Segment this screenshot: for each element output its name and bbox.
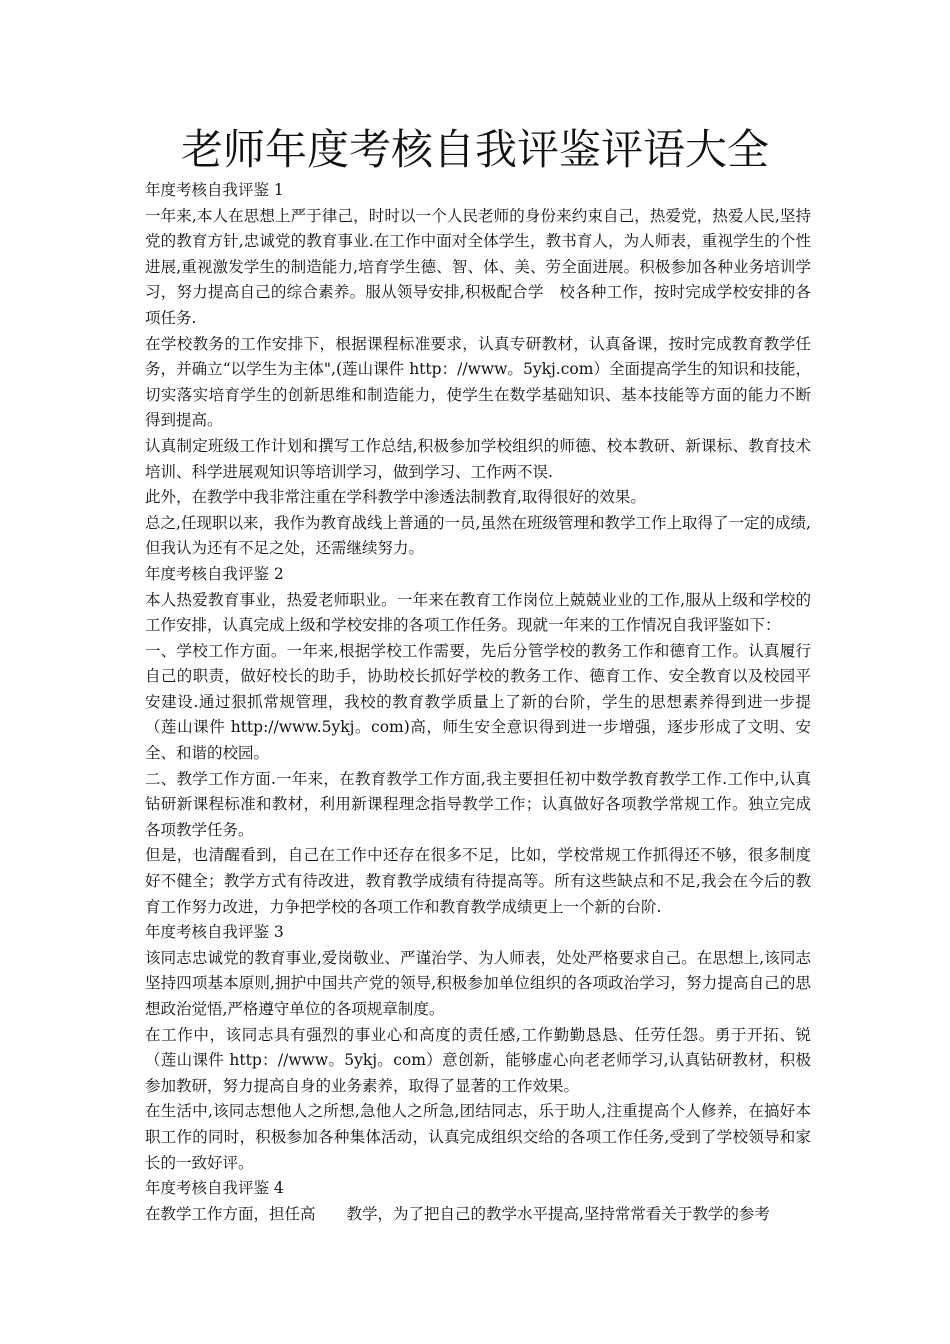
paragraph: 一年来,本人在思想上严于律己，时时以一个人民老师的身份来约束自己，热爱党，热爱人民,坚持党的教育方针,忠诚党的教育事业.在工作中面对全体学生，教书育人，为人师表，重视学生的个性进展,重视激发学生的制造能力,培育学生德、智、体、美、劳全面进展。积极参加各种业务培训学习，努力提高自己的综合素养。服从领导安排,积极配合学 校各种工作，按时完成学校安排的各项任务. [145,206,811,327]
section-heading: 年度考核自我评鉴 3 [145,923,284,942]
paragraph: 认真制定班级工作计划和撰写工作总结,积极参加学校组织的师德、校本教研、新课标、教育技术培训、科学进展观知识等培训学习，做到学习、工作两不误. [145,436,811,481]
document-body [145,178,811,1227]
paragraph: 在学校教务的工作安排下，根据课程标准要求，认真专研教材，认真备课，按时完成教育教学任务，并确立“以学生为主体",(莲山课件 http：//www。5ykj.com）全面提高学生的知识和技能，切实落实培育学生的创新思维和制造能力，使学生在数学基础知识、基本技能等方面的能力不断得到提高。 [145,334,811,430]
document-page [145,122,811,1227]
paragraph: 在工作中，该同志具有强烈的事业心和高度的责任感,工作勤勤恳恳、任劳任怨。勇于开拓、锐（莲山课件 http：//www。5ykj。com）意创新，能够虚心向老老师学习,认真钻研教材，积极参加教研，努力提高自身的业务素养，取得了显著的工作效果。 [145,1025,811,1095]
paragraph: 该同志忠诚党的教育事业,爱岗敬业、严谨治学、为人师表，处处严格要求自己。在思想上,该同志坚持四项基本原则,拥护中国共产党的领导,积极参加单位组织的各项政治学习，努力提高自己的思想政治觉悟,严格遵守单位的各项规章制度。 [145,948,811,1018]
paragraph: 总之,任现职以来，我作为教育战线上普通的一员,虽然在班级管理和教学工作上取得了一定的成绩,但我认为还有不足之处，还需继续努力。 [145,513,811,558]
paragraph: 此外，在教学中我非常注重在学科教学中渗透法制教育,取得很好的效果。 [145,488,646,507]
paragraph: 一、学校工作方面。一年来,根据学校工作需要，先后分管学校的教务工作和德育工作。认真履行自己的职责，做好校长的助手，协助校长抓好学校的教务工作、德育工作、安全教育以及校园平安建设.通过狠抓常规管理，我校的教育教学质量上了新的台阶，学生的思想素养得到进一步提（莲山课件 http://www.5ykj。com)高，师生安全意识得到进一步增强，逐步形成了文明、安全、和谐的校园。 [145,641,811,763]
section-heading: 年度考核自我评鉴 2 [145,564,284,583]
paragraph: 在教学工作方面，担任高 教学，为了把自己的教学水平提高,坚持常常看关于教学的参考 [145,1204,770,1223]
section-heading: 年度考核自我评鉴 4 [145,1179,284,1198]
paragraph: 本人热爱教育事业，热爱老师职业。一年来在教育工作岗位上兢兢业业的工作,服从上级和学校的工作安排，认真完成上级和学校安排的各项工作任务。现就一年来的工作情况自我评鉴如下： [145,590,811,635]
paragraph: 在生活中,该同志想他人之所想,急他人之所急,团结同志，乐于助人,注重提高个人修养，在搞好本职工作的同时，积极参加各种集体活动，认真完成组织交给的各项工作任务,受到了学校领导和家长的一致好评。 [145,1102,811,1172]
section-heading: 年度考核自我评鉴 1 [145,181,284,199]
paragraph: 但是，也清醒看到，自己在工作中还存在很多不足，比如，学校常规工作抓得还不够，很多制度好不健全；教学方式有待改进，教育教学成绩有待提高等。所有这些缺点和不足,我会在今后的教育工作努力改进，力争把学校的各项工作和教育教学成绩更上一个新的台阶. [145,846,811,916]
paragraph: 二、教学工作方面.一年来，在教育教学工作方面,我主要担任初中数学教育教学工作.工作中,认真钻研新课程标准和教材，利用新课程理念指导教学工作；认真做好各项教学常规工作。独立完成各项教学任务。 [145,769,811,839]
document-title: 老师年度考核自我评鉴评语大全 [180,125,769,174]
